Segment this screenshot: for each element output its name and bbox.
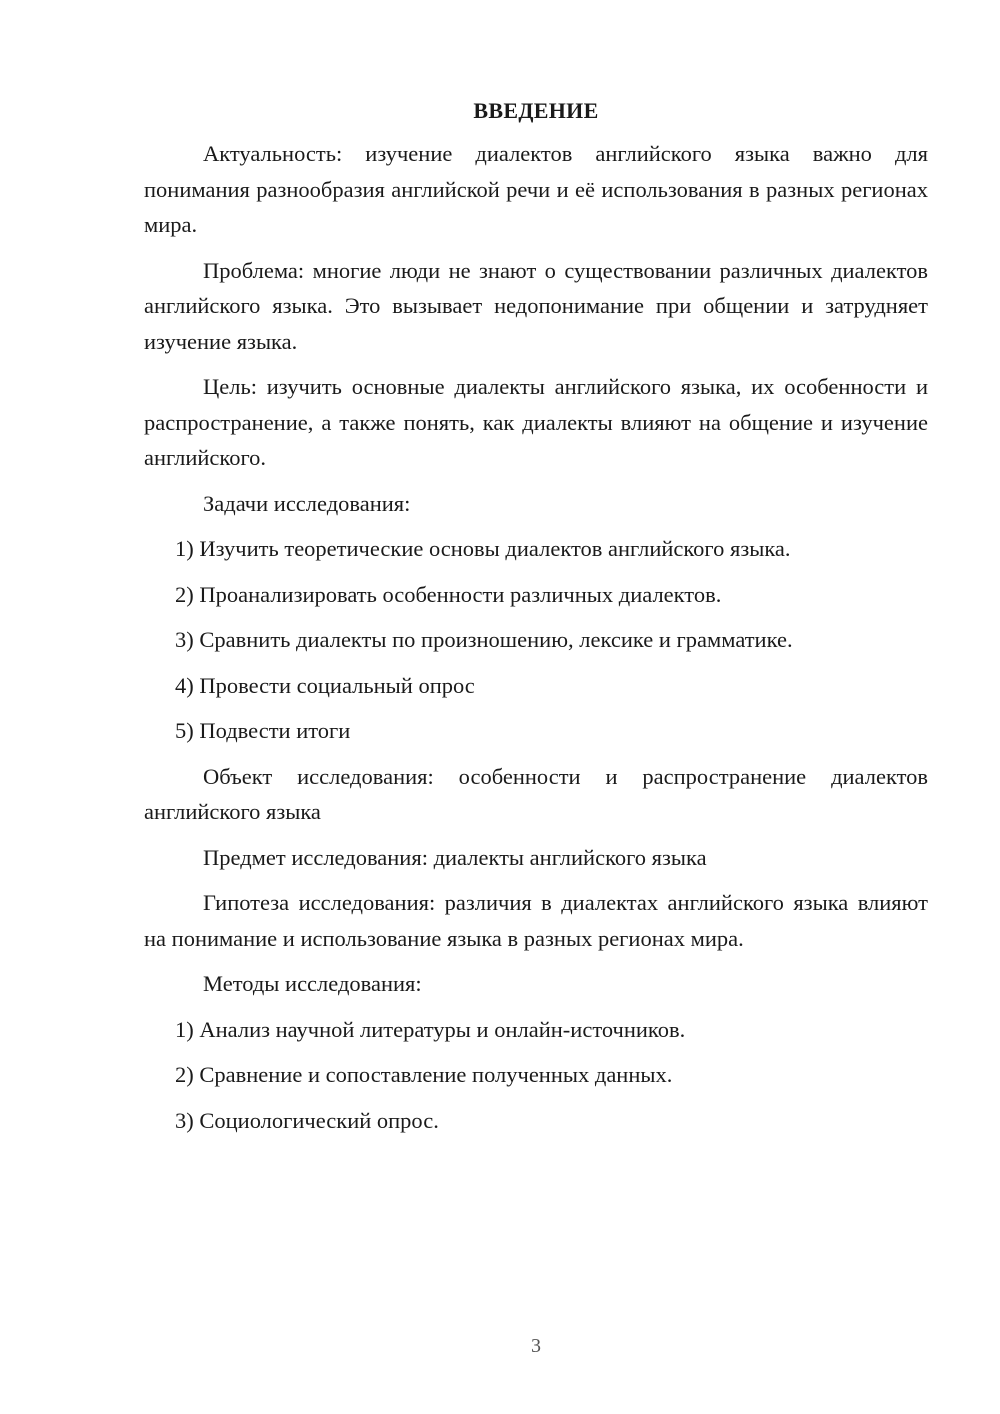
section-heading: ВВЕДЕНИЕ — [473, 98, 599, 123]
task-item: 1) Изучить теоретические основы диалектов английского языка. — [175, 536, 791, 561]
task-item: 4) Провести социальный опрос — [175, 672, 475, 698]
page-number: 3 — [531, 1335, 541, 1357]
tasks-label: Задачи исследования: — [203, 490, 411, 516]
methods-label: Методы исследования: — [203, 971, 422, 996]
goal-paragraph: Цель: изучить основные диалекты английского языка, их особенности и распространение, а также понять, как диалекты влияют на общение и изучение английского. — [144, 374, 928, 470]
problem-paragraph: Проблема: многие люди не знают о существовании различных диалектов английского языка. Это вызывает недопонимание при общении и затрудняет изучение языка. — [144, 257, 928, 354]
task-item: 2) Проанализировать особенности различных диалектов. — [175, 581, 722, 607]
task-item: 3) Сравнить диалекты по произношению, лексике и грамматике. — [175, 627, 793, 652]
page-content — [144, 96, 928, 1148]
object-paragraph: Объект исследования: особенности и распространение диалектов английского языка — [144, 763, 928, 824]
subject-line: Предмет исследования: диалекты английского языка — [203, 844, 707, 870]
hypothesis-paragraph: Гипотеза исследования: различия в диалектах английского языка влияют на понимание и использование языка в разных регионах мира. — [144, 890, 928, 951]
method-item: 2) Сравнение и сопоставление полученных данных. — [175, 1062, 673, 1087]
method-item: 3) Социологический опрос. — [175, 1107, 439, 1133]
relevance-paragraph: Актуальность: изучение диалектов английского языка важно для понимания разнообразия английской речи и её использования в разных регионах мира. — [144, 141, 928, 237]
task-item: 5) Подвести итоги — [175, 718, 351, 743]
method-item: 1) Анализ научной литературы и онлайн-источников. — [175, 1016, 686, 1042]
